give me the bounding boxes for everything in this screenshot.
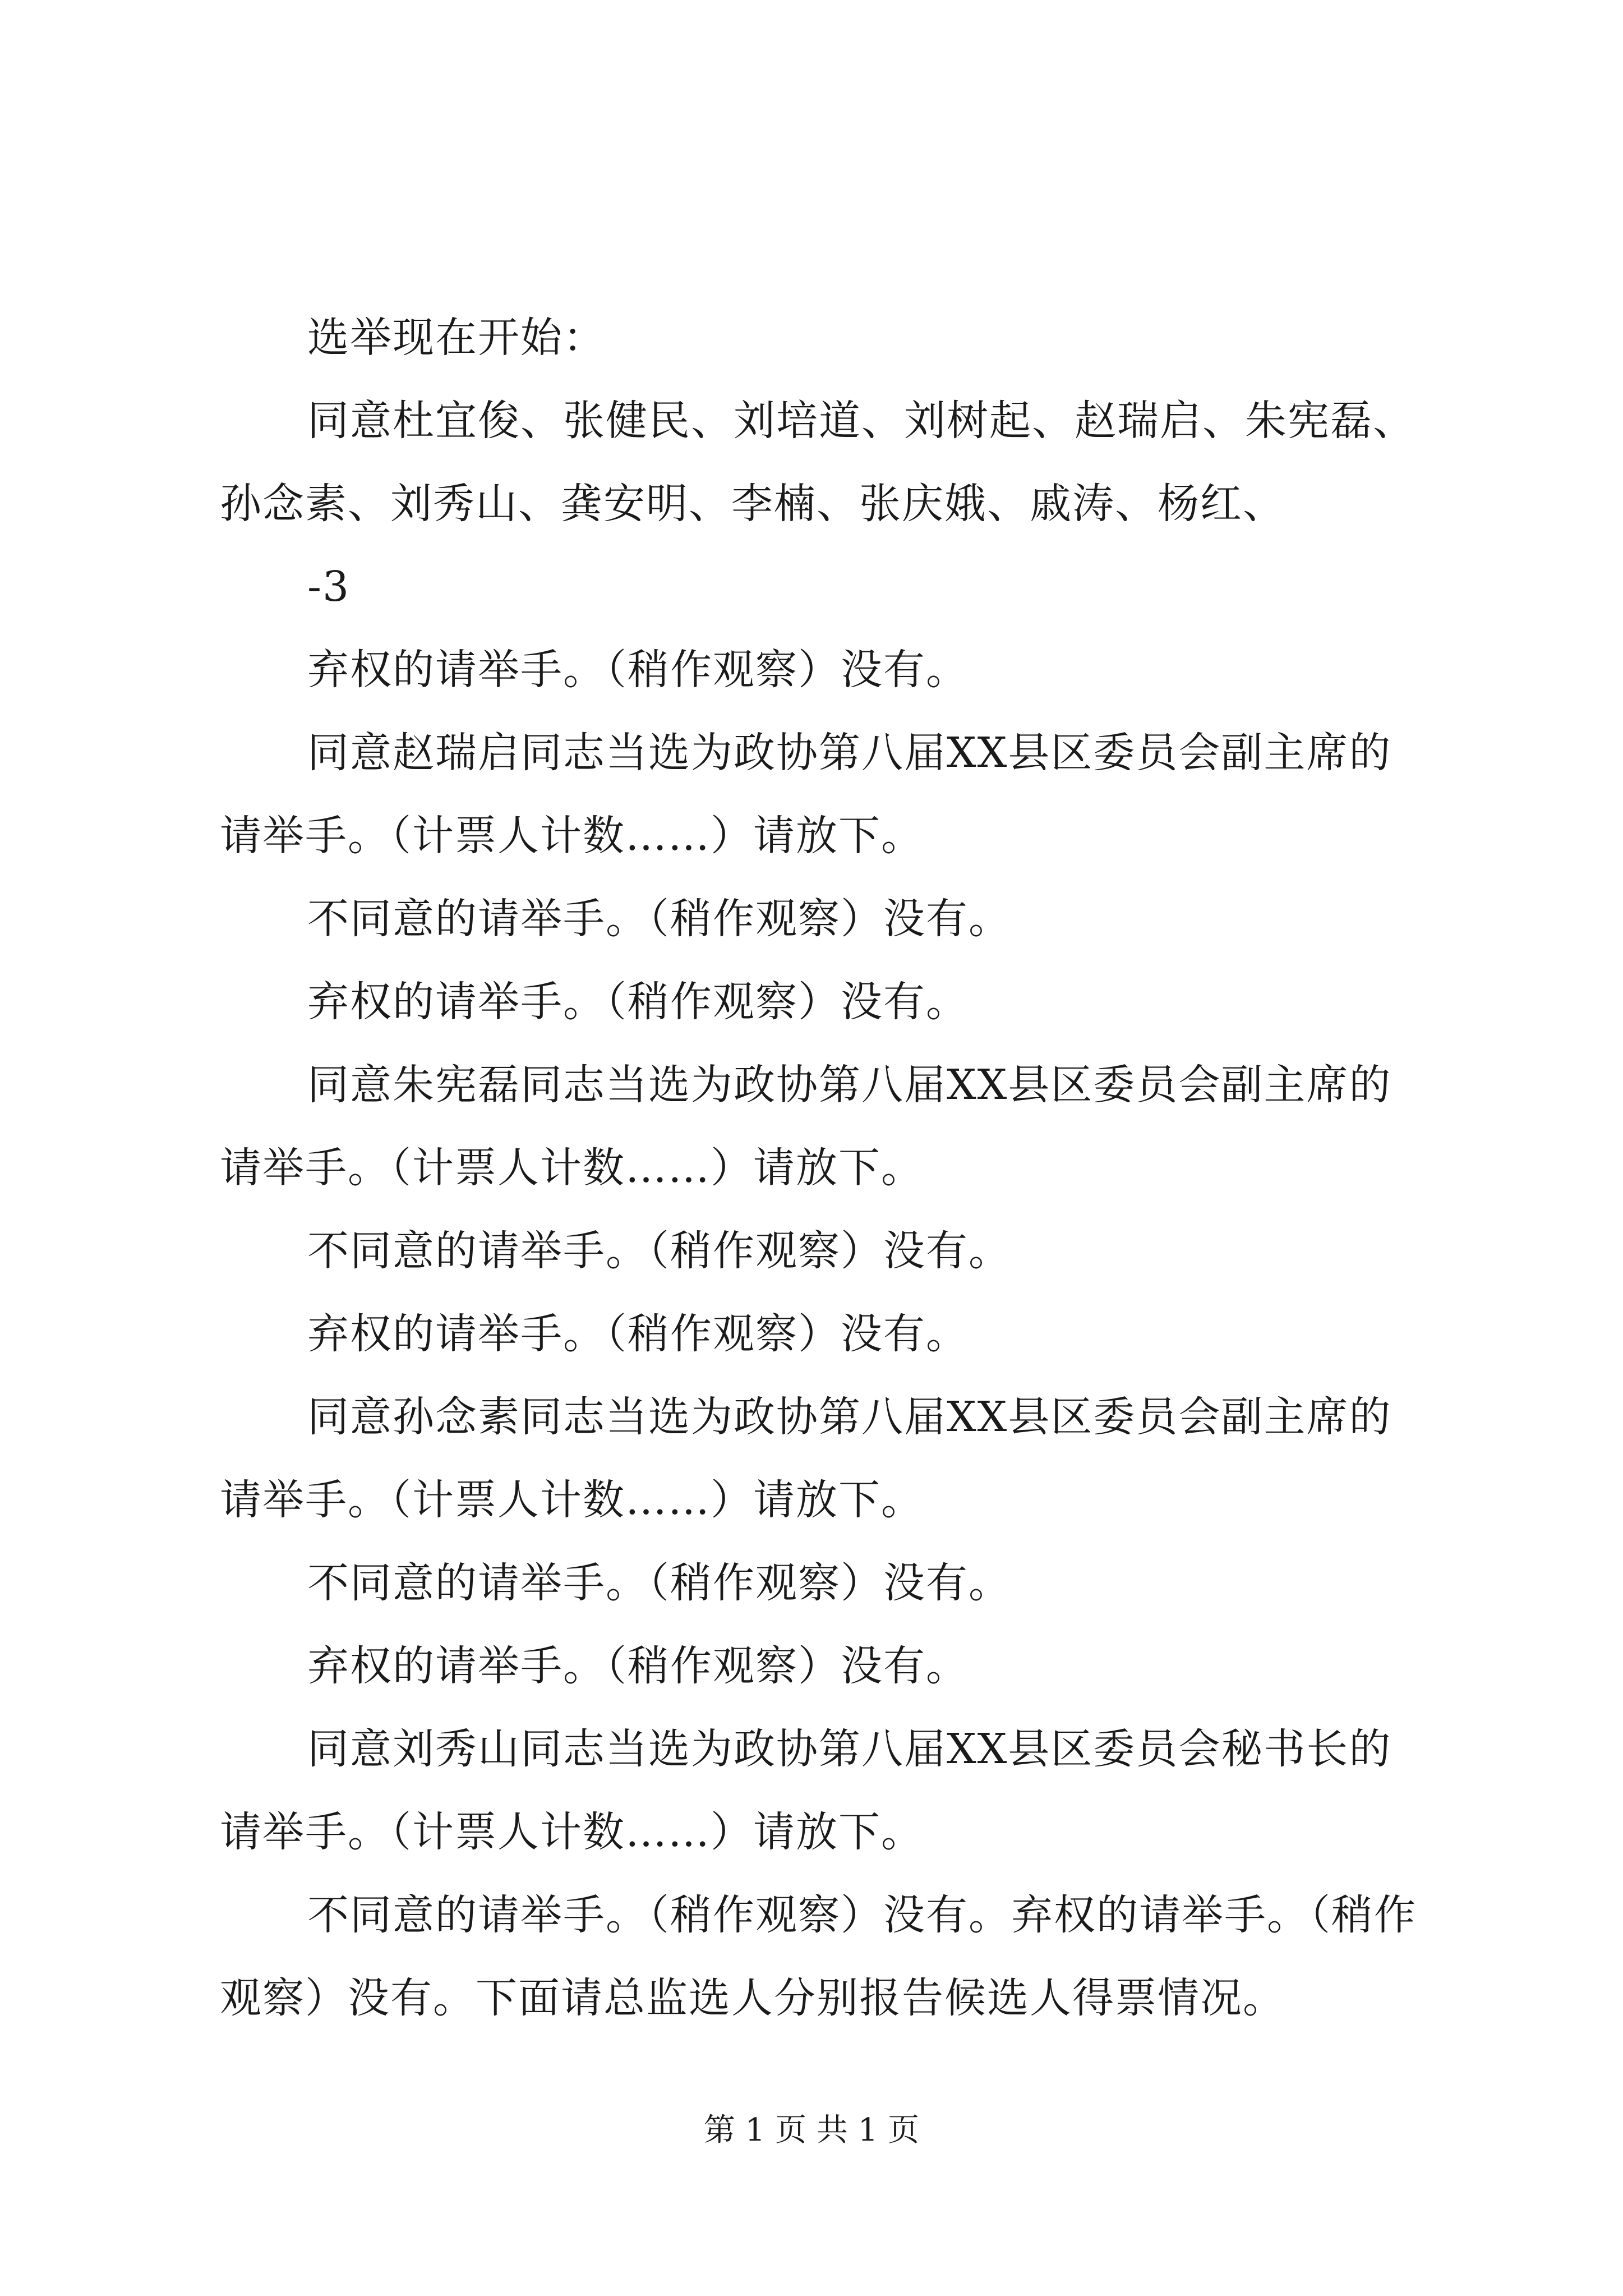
text-line-21: 观察）没有。下面请总监选人分别报告候选人得票情况。 [220,1974,1285,2022]
text-line-10: 同意朱宪磊同志当选为政协第八届XX县区委员会副主席的 [307,1061,1392,1109]
text-line-14: 同意孙念素同志当选为政协第八届XX县区委员会副主席的 [307,1393,1392,1441]
text-line-4: -3 [307,563,351,611]
text-line-16: 不同意的请举手。（稍作观察）没有。 [307,1559,1011,1607]
text-line-12: 不同意的请举手。（稍作观察）没有。 [307,1227,1011,1275]
text-line-20: 不同意的请举手。（稍作观察）没有。弃权的请举手。（稍作 [307,1891,1417,1939]
text-line-9: 弃权的请举手。（稍作观察）没有。 [307,978,969,1026]
text-line-19: 请举手。（计票人计数……）请放下。 [220,1808,924,1856]
text-line-11: 请举手。（计票人计数……）请放下。 [220,1144,924,1192]
text-line-7: 请举手。（计票人计数……）请放下。 [220,812,924,860]
text-line-5: 弃权的请举手。（稍作观察）没有。 [307,646,969,694]
text-line-3: 孙念素、刘秀山、龚安明、李楠、张庆娥、戚涛、杨红、 [220,480,1285,528]
text-line-1: 选举现在开始： [307,314,606,362]
text-line-15: 请举手。（计票人计数……）请放下。 [220,1476,924,1524]
page-footer: 第 1 页 共 1 页 [703,2112,920,2148]
text-line-13: 弃权的请举手。（稍作观察）没有。 [307,1310,969,1358]
text-line-17: 弃权的请举手。（稍作观察）没有。 [307,1642,969,1690]
text-line-8: 不同意的请举手。（稍作观察）没有。 [307,895,1011,943]
text-line-2: 同意杜宜俊、张健民、刘培道、刘树起、赵瑞启、朱宪磊、 [307,397,1415,445]
text-line-18: 同意刘秀山同志当选为政协第八届XX县区委员会秘书长的 [307,1725,1392,1773]
text-line-6: 同意赵瑞启同志当选为政协第八届XX县区委员会副主席的 [307,729,1392,777]
